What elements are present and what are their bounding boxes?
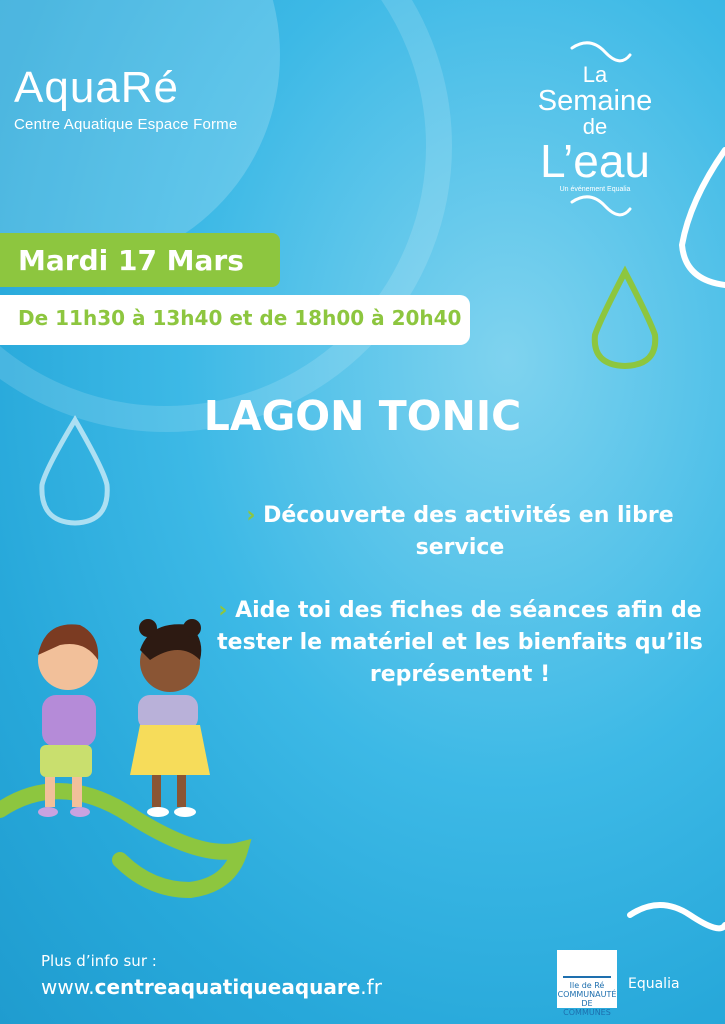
bridge-icon — [563, 954, 611, 978]
url-suffix: .fr — [360, 975, 382, 999]
event-title: LAGON TONIC — [203, 392, 522, 440]
green-wave-icon — [0, 791, 240, 890]
semaine-tag: Un événement Equalia — [559, 186, 631, 194]
bullet-text: Aide toi des fiches de séances afin de tester le matériel et les bienfaits qu’ils représentent ! — [217, 598, 703, 687]
partner-logo-text: Ile de Ré COMMUNAUTÉ DE COMMUNES — [557, 981, 617, 1017]
event-date: Mardi 17 Mars — [18, 244, 244, 277]
equalia-logo: Equalia — [628, 976, 680, 992]
aquare-logo — [14, 63, 238, 133]
white-drop-outline-icon — [682, 150, 725, 285]
bullet-item — [200, 500, 720, 564]
url-main: centreaquatiqueaquare — [94, 975, 361, 999]
green-drop-icon — [595, 272, 656, 366]
chevron-right-icon: › — [246, 503, 256, 528]
semaine-line1: La — [582, 62, 608, 87]
white-wave-icon — [630, 905, 725, 928]
website-link[interactable] — [41, 975, 382, 999]
semaine-line3: de — [582, 114, 608, 140]
ile-de-re-logo — [557, 950, 617, 1017]
wave-bottom-icon — [572, 197, 630, 215]
bullet-item — [200, 595, 720, 691]
bullet-text: Découverte des activités en libre service — [263, 503, 674, 560]
logo-name: AquaRé — [14, 63, 180, 112]
semaine-line4: L’eau — [539, 135, 650, 188]
wave-top-icon — [572, 43, 630, 61]
info-label: Plus d’info sur : — [41, 952, 157, 970]
semaine-eau-logo — [520, 64, 670, 193]
url-prefix: www. — [41, 975, 95, 999]
logo-subtitle: Centre Aquatique Espace Forme — [14, 116, 238, 133]
semaine-line2: Semaine — [537, 85, 653, 117]
chevron-right-icon: › — [218, 598, 228, 623]
event-times: De 11h30 à 13h40 et de 18h00 à 20h40 — [18, 306, 462, 330]
